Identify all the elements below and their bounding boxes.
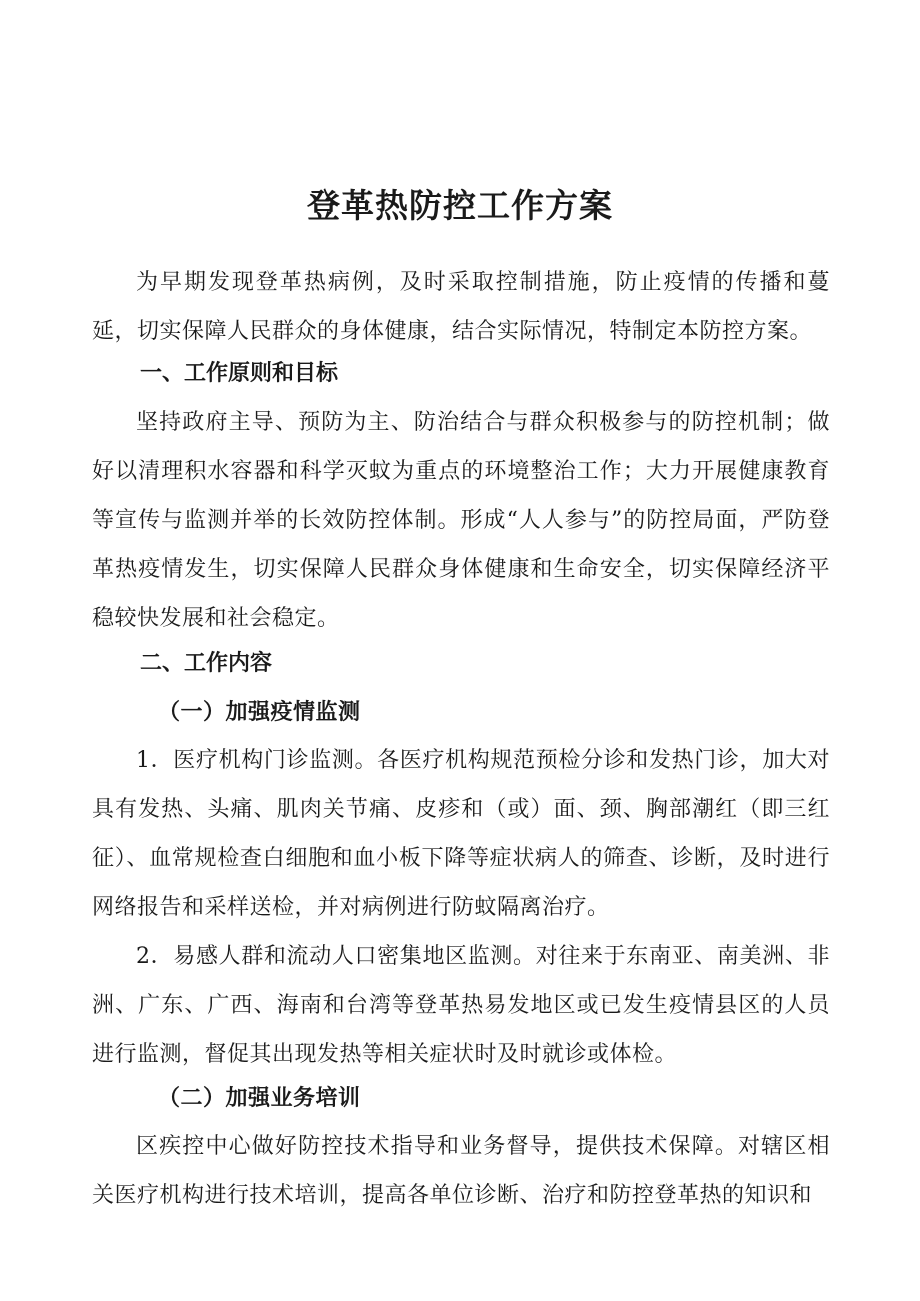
intro-paragraph: 为早期发现登革热病例，及时采取控制措施，防止疫情的传播和蔓延，切实保障人民群众的身体健康，结合实际情况，特制定本防控方案。: [92, 270, 830, 344]
section-1-heading: 一、工作原则和目标: [140, 361, 339, 386]
document-title: 登革热防控工作方案: [307, 186, 613, 226]
subsection-2-paragraph: 区疾控中心做好防控技术指导和业务督导，提供技术保障。对辖区相关医疗机构进行技术培训，提高各单位诊断、治疗和防控登革热的知识和: [92, 1134, 830, 1208]
item-2-paragraph: 2．易感人群和流动人口密集地区监测。对往来于东南亚、南美洲、非洲、广东、广西、海南和台湾等登革热易发地区或已发生疫情县区的人员进行监测，督促其出现发热等相关症状时及时就诊或体检。: [92, 944, 830, 1067]
subsection-2-heading: （二）加强业务培训: [158, 1085, 361, 1111]
section-1-paragraph: 坚持政府主导、预防为主、防治结合与群众积极参与的防控机制；做好以清理积水容器和科学灭蚊为重点的环境整治工作；大力开展健康教育等宣传与监测并举的长效防控体制。形成“人人参与”的防控局面，严防登革热疫情发生，切实保障人民群众身体健康和生命安全，切实保障经济平稳较快发展和社会稳定。: [92, 410, 830, 631]
subsection-1-heading: （一）加强疫情监测: [158, 699, 361, 725]
section-2-heading: 二、工作内容: [140, 651, 273, 676]
item-1-paragraph: 1．医疗机构门诊监测。各医疗机构规范预检分诊和发热门诊，加大对具有发热、头痛、肌肉关节痛、皮疹和（或）面、颈、胸部潮红（即三红征）、血常规检查白细胞和血小板下降等症状病人的筛查、诊断，及时进行网络报告和采样送检，并对病例进行防蚊隔离治疗。: [92, 748, 830, 920]
